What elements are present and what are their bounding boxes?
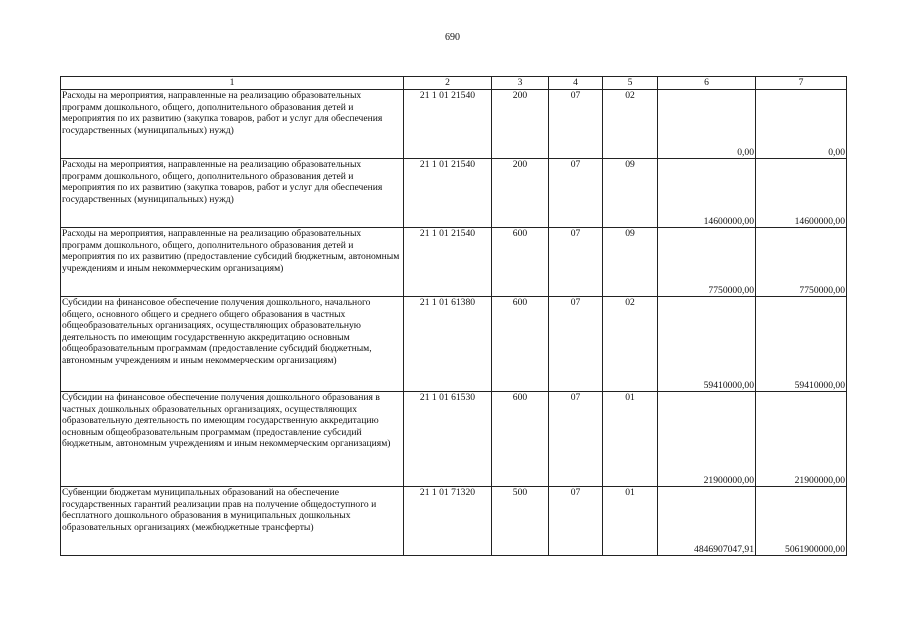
expense-type-code: 200 xyxy=(492,159,549,228)
column-header: 5 xyxy=(603,77,658,90)
target-article-code: 21 1 01 21540 xyxy=(404,228,492,297)
table-row xyxy=(61,487,847,556)
amount-year-2: 59410000,00 xyxy=(756,297,847,392)
expense-type-code: 600 xyxy=(492,297,549,392)
expense-name: Субсидии на финансовое обеспечение получения дошкольного образования в частных дошкольных образовательных организациях, осуществляющих образовательную деятельность по имеющим государственную аккредитацию основным общеобразовательным программам (предоставление субсидий бюджетным, автономным учреждениям и иным некоммерческим организациям) xyxy=(61,392,404,487)
column-header: 4 xyxy=(549,77,603,90)
target-article-code: 21 1 01 61530 xyxy=(404,392,492,487)
section-code: 07 xyxy=(549,90,603,159)
column-header: 7 xyxy=(756,77,847,90)
amount-year-1: 0,00 xyxy=(658,90,756,159)
subsection-code: 02 xyxy=(603,297,658,392)
section-code: 07 xyxy=(549,159,603,228)
expense-type-code: 600 xyxy=(492,392,549,487)
section-code: 07 xyxy=(549,392,603,487)
amount-year-1: 14600000,00 xyxy=(658,159,756,228)
section-code: 07 xyxy=(549,228,603,297)
expense-name: Расходы на мероприятия, направленные на реализацию образовательных программ дошкольного, общего, дополнительного образования детей и мероприятия по их развитию (закупка товаров, работ и услуг для обеспечения государственных (муниципальных) нужд) xyxy=(61,159,404,228)
table-row xyxy=(61,159,847,228)
column-header: 2 xyxy=(404,77,492,90)
expense-name: Расходы на мероприятия, направленные на реализацию образовательных программ дошкольного, общего, дополнительного образования детей и мероприятия по их развитию (предоставление субсидий бюджетным, автономным учреждениям и иным некоммерческим организациям) xyxy=(61,228,404,297)
target-article-code: 21 1 01 71320 xyxy=(404,487,492,556)
subsection-code: 01 xyxy=(603,487,658,556)
column-header: 3 xyxy=(492,77,549,90)
amount-year-2: 7750000,00 xyxy=(756,228,847,297)
section-code: 07 xyxy=(549,297,603,392)
table-row xyxy=(61,392,847,487)
expense-type-code: 600 xyxy=(492,228,549,297)
amount-year-1: 21900000,00 xyxy=(658,392,756,487)
table-row xyxy=(61,228,847,297)
column-header: 1 xyxy=(61,77,404,90)
column-header: 6 xyxy=(658,77,756,90)
expense-name: Субвенции бюджетам муниципальных образований на обеспечение государственных гарантий реализации прав на получение общедоступного и бесплатного дошкольного образования в муниципальных дошкольных образовательных организациях (межбюджетные трансферты) xyxy=(61,487,404,556)
budget-table xyxy=(60,76,847,556)
amount-year-2: 21900000,00 xyxy=(756,392,847,487)
expense-type-code: 200 xyxy=(492,90,549,159)
amount-year-1: 4846907047,91 xyxy=(658,487,756,556)
section-code: 07 xyxy=(549,487,603,556)
expense-name: Расходы на мероприятия, направленные на реализацию образовательных программ дошкольного, общего, дополнительного образования детей и мероприятия по их развитию (закупка товаров, работ и услуг для обеспечения государственных (муниципальных) нужд) xyxy=(61,90,404,159)
amount-year-1: 59410000,00 xyxy=(658,297,756,392)
amount-year-1: 7750000,00 xyxy=(658,228,756,297)
subsection-code: 02 xyxy=(603,90,658,159)
target-article-code: 21 1 01 21540 xyxy=(404,90,492,159)
target-article-code: 21 1 01 21540 xyxy=(404,159,492,228)
amount-year-2: 0,00 xyxy=(756,90,847,159)
table-header-row xyxy=(61,77,847,90)
subsection-code: 09 xyxy=(603,228,658,297)
target-article-code: 21 1 01 61380 xyxy=(404,297,492,392)
subsection-code: 09 xyxy=(603,159,658,228)
table-row xyxy=(61,90,847,159)
table-row xyxy=(61,297,847,392)
page-number: 690 xyxy=(445,32,460,43)
amount-year-2: 5061900000,00 xyxy=(756,487,847,556)
expense-name: Субсидии на финансовое обеспечение получения дошкольного, начального общего, основного общего и среднего общего образования в частных общеобразовательных организациях, осуществляющих образовательную деятельность по имеющим государственную аккредитацию основным общеобразовательным программам (предоставление субсидий бюджетным, автономным учреждениям и иным некоммерческим организациям) xyxy=(61,297,404,392)
amount-year-2: 14600000,00 xyxy=(756,159,847,228)
expense-type-code: 500 xyxy=(492,487,549,556)
subsection-code: 01 xyxy=(603,392,658,487)
